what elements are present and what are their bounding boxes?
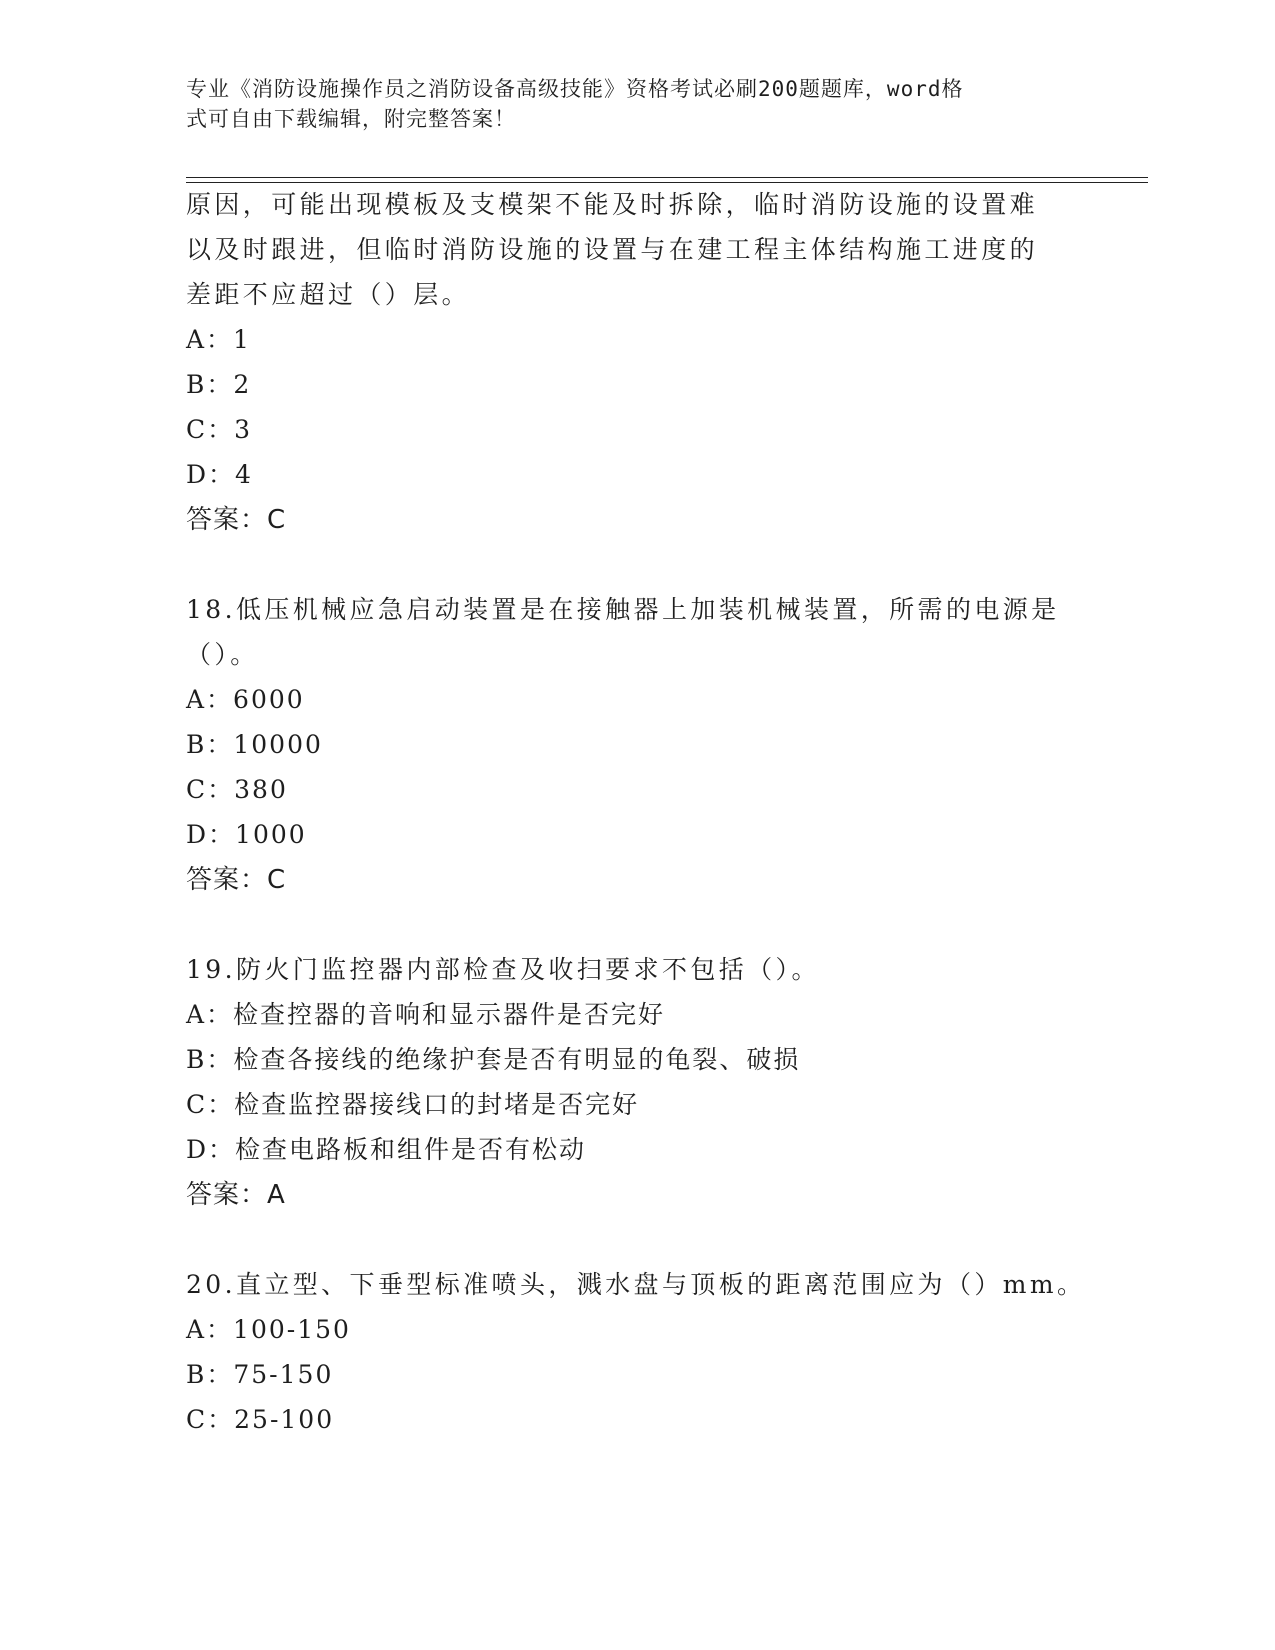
q20-text-line-1: 20.直立型、下垂型标准喷头，溅水盘与顶板的距离范围应为（）mm。 [186,1270,1086,1299]
q19-option-d: D：检查电路板和组件是否有松动 [186,1135,587,1164]
header-line-2: 式可自由下载编辑，附完整答案！ [186,107,516,131]
document-header [186,74,1066,134]
q18-text-line-1: 18.低压机械应急启动装置是在接触器上加装机械装置，所需的电源是 [186,595,1060,624]
q18-option-a: A：6000 [186,685,305,714]
q20-option-a: A：100-150 [186,1315,351,1344]
header-divider-top [186,177,1148,178]
q18-option-b: B：10000 [186,730,323,759]
q19-option-a: A：检查控器的音响和显示器件是否完好 [186,1000,666,1029]
q18-answer: 答案：C [186,865,287,895]
q20-option-b: B：75-150 [186,1360,334,1389]
q18-option-c: C：380 [186,775,288,804]
q20-option-c: C：25-100 [186,1405,335,1434]
q19-text-line-1: 19.防火门监控器内部检查及收扫要求不包括（）。 [186,955,820,984]
q19-option-b: B：检查各接线的绝缘护套是否有明显的龟裂、破损 [186,1045,801,1074]
q17-text-line-2: 以及时跟进，但临时消防设施的设置与在建工程主体结构施工进度的 [186,235,1039,264]
header-divider-bottom [186,182,1148,183]
q18-option-d: D：1000 [186,820,307,849]
q17-answer: 答案：C [186,505,287,535]
q19-answer: 答案：A [186,1180,286,1210]
q17-text-line-1: 原因，可能出现模板及支模架不能及时拆除，临时消防设施的设置难 [186,190,1039,219]
header-line-1: 专业《消防设施操作员之消防设备高级技能》资格考试必刷200题题库，word格 [186,77,964,101]
q17-option-c: C：3 [186,415,253,444]
q17-text-line-3: 差距不应超过（）层。 [186,280,471,309]
q17-option-d: D：4 [186,460,253,489]
q18-text-line-2: （）。 [186,640,259,669]
q19-option-c: C：检查监控器接线口的封堵是否完好 [186,1090,640,1119]
q17-option-b: B：2 [186,370,252,399]
q17-option-a: A：1 [186,325,251,354]
